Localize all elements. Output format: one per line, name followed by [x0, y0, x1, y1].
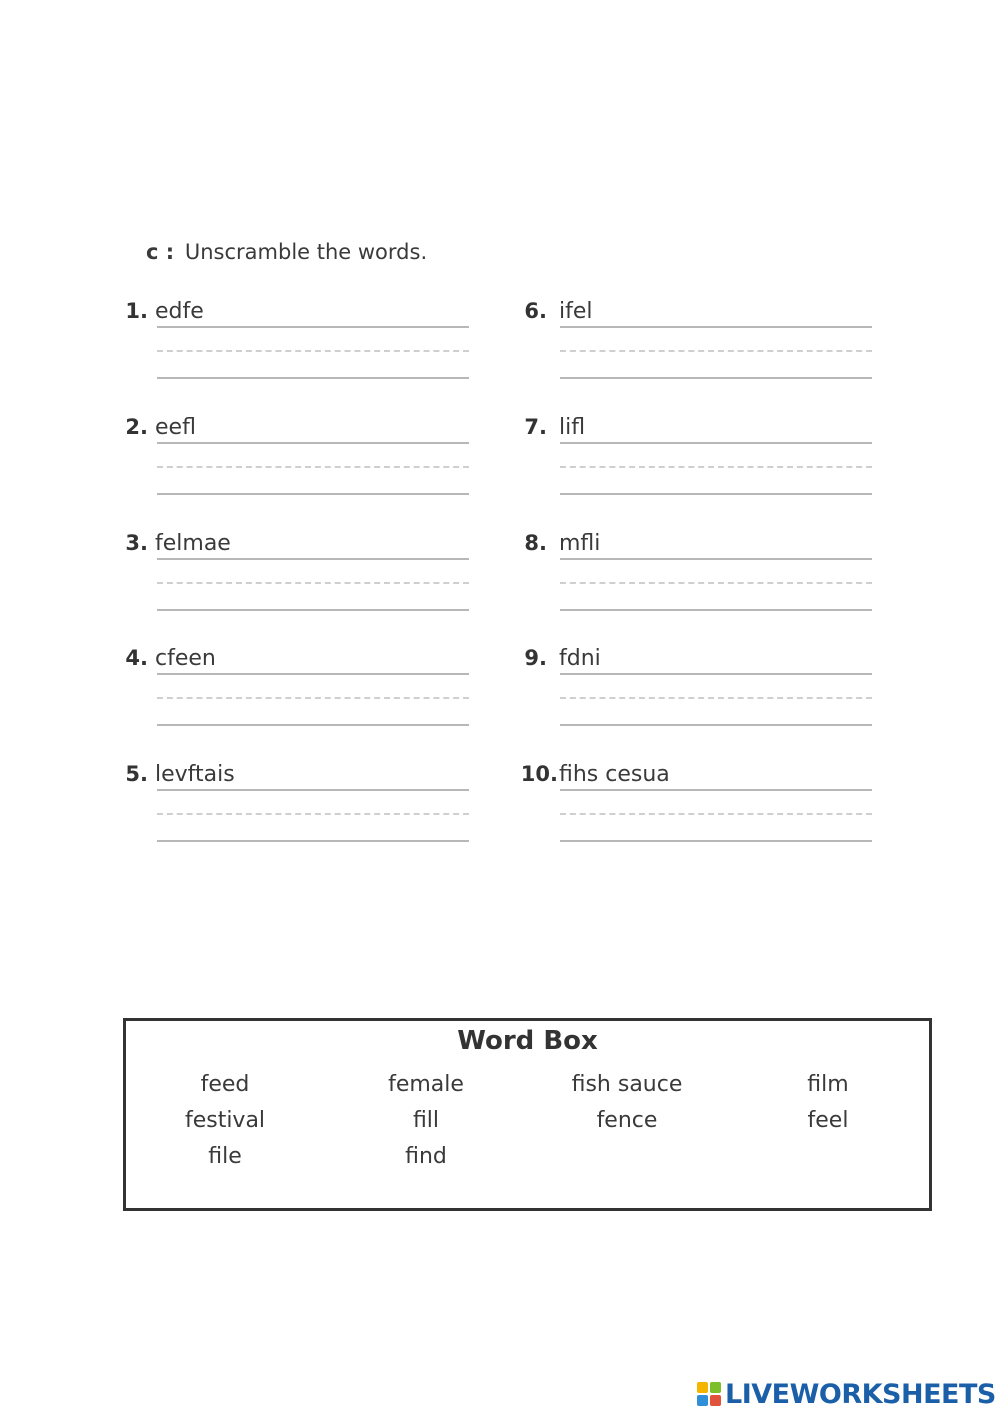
word-box-word: film	[807, 1072, 849, 1097]
exercise-item-7	[511, 415, 871, 515]
answer-line-mid[interactable]	[560, 582, 872, 584]
exercise-item-3	[112, 531, 472, 631]
answer-line-mid[interactable]	[560, 813, 872, 815]
scrambled-word: ifel	[559, 299, 593, 324]
answer-line-mid[interactable]	[157, 466, 469, 468]
item-number: 1.	[125, 299, 148, 323]
answer-line-bottom[interactable]	[157, 724, 469, 726]
item-number: 8.	[524, 531, 547, 555]
item-number: 2.	[125, 415, 148, 439]
answer-line-bottom[interactable]	[560, 493, 872, 495]
answer-line-mid[interactable]	[157, 350, 469, 352]
exercise-item-5	[112, 762, 472, 862]
answer-line-top[interactable]	[157, 442, 469, 444]
word-box-word: fence	[596, 1108, 658, 1133]
instruction	[146, 240, 427, 264]
item-number: 3.	[125, 531, 148, 555]
scrambled-word: fihs cesua	[559, 762, 670, 787]
answer-line-bottom[interactable]	[560, 377, 872, 379]
scrambled-word: levftais	[155, 762, 235, 787]
answer-line-bottom[interactable]	[157, 840, 469, 842]
answer-line-bottom[interactable]	[560, 609, 872, 611]
answer-line-bottom[interactable]	[157, 377, 469, 379]
word-box-word: file	[208, 1144, 242, 1169]
answer-line-bottom[interactable]	[157, 493, 469, 495]
word-box-title: Word Box	[457, 1026, 598, 1056]
word-box-word: feed	[200, 1072, 250, 1097]
instruction-text: Unscramble the words.	[184, 240, 428, 264]
word-box-word: female	[388, 1072, 464, 1097]
logo-mark-icon	[697, 1381, 723, 1407]
exercise-item-8	[511, 531, 871, 631]
word-box-word: feel	[807, 1108, 849, 1133]
answer-line-bottom[interactable]	[560, 724, 872, 726]
exercise-item-2	[112, 415, 472, 515]
exercise-item-1	[112, 299, 472, 399]
answer-line-mid[interactable]	[157, 813, 469, 815]
word-box-word: find	[405, 1144, 447, 1169]
logo-text: LIVEWORKSHEETS	[725, 1378, 996, 1410]
scrambled-word: lifl	[559, 415, 586, 440]
answer-line-mid[interactable]	[157, 582, 469, 584]
section-label: c :	[146, 240, 175, 264]
answer-line-top[interactable]	[560, 789, 872, 791]
word-box	[123, 1018, 932, 1211]
item-number: 4.	[125, 646, 148, 670]
scrambled-word: cfeen	[155, 646, 216, 671]
word-box-word: fish sauce	[571, 1072, 683, 1097]
answer-line-mid[interactable]	[560, 466, 872, 468]
scrambled-word: eefl	[155, 415, 196, 440]
answer-line-top[interactable]	[560, 558, 872, 560]
scrambled-word: mfli	[559, 531, 601, 556]
scrambled-word: edfe	[155, 299, 204, 324]
answer-line-bottom[interactable]	[560, 840, 872, 842]
answer-line-top[interactable]	[560, 442, 872, 444]
answer-line-top[interactable]	[157, 558, 469, 560]
exercise-item-10	[511, 762, 871, 862]
answer-line-bottom[interactable]	[157, 609, 469, 611]
liveworksheets-logo[interactable]	[697, 1378, 996, 1410]
answer-line-top[interactable]	[157, 326, 469, 328]
answer-line-mid[interactable]	[560, 697, 872, 699]
item-number: 9.	[524, 646, 547, 670]
scrambled-word: fdni	[559, 646, 601, 671]
answer-line-top[interactable]	[157, 673, 469, 675]
item-number: 10.	[520, 762, 558, 786]
item-number: 6.	[524, 299, 547, 323]
word-box-word: fill	[412, 1108, 440, 1133]
answer-line-mid[interactable]	[157, 697, 469, 699]
exercise-item-6	[511, 299, 871, 399]
answer-line-mid[interactable]	[560, 350, 872, 352]
item-number: 7.	[524, 415, 547, 439]
exercise-item-9	[511, 646, 871, 746]
answer-line-top[interactable]	[560, 673, 872, 675]
word-box-word: festival	[184, 1108, 266, 1133]
scrambled-word: felmae	[155, 531, 231, 556]
answer-line-top[interactable]	[157, 789, 469, 791]
exercise-item-4	[112, 646, 472, 746]
item-number: 5.	[125, 762, 148, 786]
answer-line-top[interactable]	[560, 326, 872, 328]
